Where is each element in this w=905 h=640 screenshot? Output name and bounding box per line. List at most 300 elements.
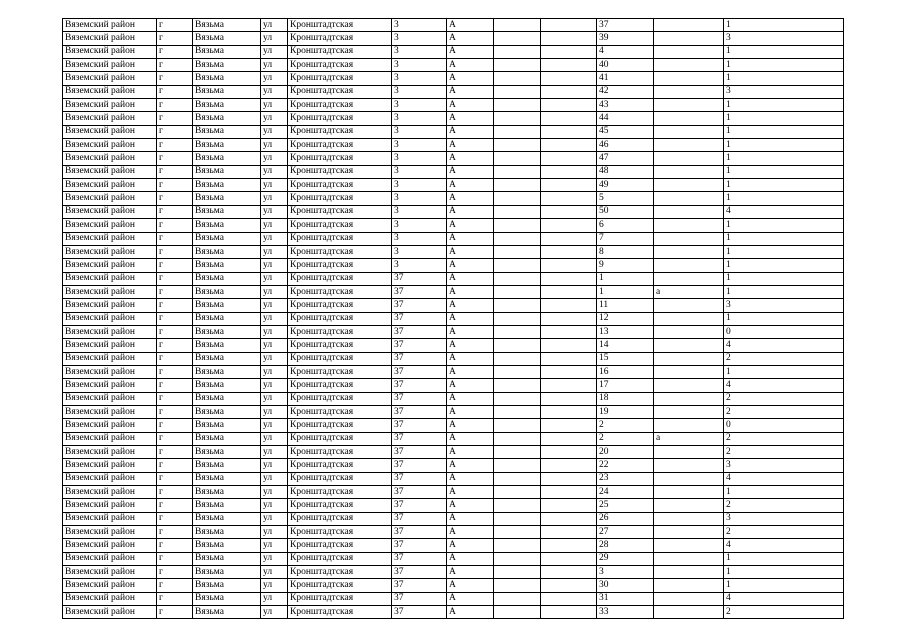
street-type-cell: ул (261, 379, 288, 392)
number-a-cell: 3 (392, 259, 447, 272)
number-a-cell: 37 (392, 472, 447, 485)
blank-cell-2 (541, 392, 597, 405)
number-a-cell: 37 (392, 592, 447, 605)
number-b-cell: 16 (597, 365, 654, 378)
letter-a-cell: А (447, 552, 494, 565)
locality-type-cell: г (157, 139, 193, 152)
letter-a-cell: А (447, 245, 494, 258)
number-b-cell: 48 (597, 165, 654, 178)
blank-cell-1 (494, 205, 541, 218)
suffix-cell (654, 125, 724, 138)
locality-cell: Вязьма (193, 165, 261, 178)
street-cell: Кронштадтская (288, 259, 392, 272)
suffix-cell (654, 592, 724, 605)
street-cell: Кронштадтская (288, 125, 392, 138)
blank-cell-1 (494, 446, 541, 459)
blank-cell-1 (494, 512, 541, 525)
suffix-cell (654, 205, 724, 218)
street-type-cell: ул (261, 99, 288, 112)
letter-a-cell: А (447, 606, 494, 619)
letter-a-cell: А (447, 125, 494, 138)
count-cell: 3 (724, 85, 844, 98)
letter-a-cell: А (447, 152, 494, 165)
blank-cell-1 (494, 139, 541, 152)
table-row (63, 472, 844, 485)
locality-cell: Вязьма (193, 205, 261, 218)
locality-cell: Вязьма (193, 259, 261, 272)
district-cell: Вяземский район (63, 392, 157, 405)
blank-cell-2 (541, 192, 597, 205)
number-b-cell: 19 (597, 405, 654, 418)
letter-a-cell: А (447, 339, 494, 352)
count-cell: 2 (724, 392, 844, 405)
number-a-cell: 3 (392, 205, 447, 218)
table-row (63, 592, 844, 605)
locality-cell: Вязьма (193, 99, 261, 112)
locality-cell: Вязьма (193, 219, 261, 232)
locality-cell: Вязьма (193, 579, 261, 592)
number-b-cell: 29 (597, 552, 654, 565)
number-a-cell: 3 (392, 85, 447, 98)
count-cell: 2 (724, 432, 844, 445)
blank-cell-1 (494, 552, 541, 565)
suffix-cell (654, 606, 724, 619)
street-type-cell: ул (261, 486, 288, 499)
street-cell: Кронштадтская (288, 192, 392, 205)
suffix-cell (654, 486, 724, 499)
locality-type-cell: г (157, 152, 193, 165)
district-cell: Вяземский район (63, 99, 157, 112)
locality-cell: Вязьма (193, 72, 261, 85)
count-cell: 1 (724, 112, 844, 125)
number-a-cell: 37 (392, 419, 447, 432)
table-row (63, 245, 844, 258)
district-cell: Вяземский район (63, 192, 157, 205)
street-type-cell: ул (261, 579, 288, 592)
district-cell: Вяземский район (63, 499, 157, 512)
letter-a-cell: А (447, 139, 494, 152)
locality-type-cell: г (157, 312, 193, 325)
count-cell: 4 (724, 379, 844, 392)
blank-cell-2 (541, 539, 597, 552)
letter-a-cell: А (447, 325, 494, 338)
table-row (63, 45, 844, 58)
blank-cell-2 (541, 19, 597, 32)
street-cell: Кронштадтская (288, 312, 392, 325)
district-cell: Вяземский район (63, 139, 157, 152)
locality-cell: Вязьма (193, 192, 261, 205)
locality-cell: Вязьма (193, 325, 261, 338)
number-b-cell: 26 (597, 512, 654, 525)
street-type-cell: ул (261, 552, 288, 565)
locality-type-cell: г (157, 365, 193, 378)
locality-type-cell: г (157, 419, 193, 432)
number-a-cell: 37 (392, 325, 447, 338)
blank-cell-2 (541, 419, 597, 432)
count-cell: 1 (724, 139, 844, 152)
number-a-cell: 37 (392, 499, 447, 512)
locality-type-cell: г (157, 259, 193, 272)
blank-cell-2 (541, 379, 597, 392)
locality-type-cell: г (157, 592, 193, 605)
blank-cell-2 (541, 72, 597, 85)
district-cell: Вяземский район (63, 312, 157, 325)
district-cell: Вяземский район (63, 486, 157, 499)
blank-cell-1 (494, 85, 541, 98)
street-type-cell: ул (261, 85, 288, 98)
suffix-cell (654, 526, 724, 539)
number-a-cell: 3 (392, 32, 447, 45)
number-b-cell: 41 (597, 72, 654, 85)
count-cell: 1 (724, 259, 844, 272)
suffix-cell: а (654, 285, 724, 298)
suffix-cell (654, 152, 724, 165)
letter-a-cell: А (447, 232, 494, 245)
number-b-cell: 47 (597, 152, 654, 165)
table-row (63, 72, 844, 85)
blank-cell-2 (541, 125, 597, 138)
street-cell: Кронштадтская (288, 152, 392, 165)
locality-cell: Вязьма (193, 566, 261, 579)
letter-a-cell: А (447, 592, 494, 605)
table-row (63, 486, 844, 499)
table-row (63, 59, 844, 72)
locality-cell: Вязьма (193, 379, 261, 392)
street-type-cell: ул (261, 606, 288, 619)
letter-a-cell: А (447, 299, 494, 312)
blank-cell-2 (541, 405, 597, 418)
street-type-cell: ул (261, 219, 288, 232)
locality-type-cell: г (157, 446, 193, 459)
table-row (63, 219, 844, 232)
number-b-cell: 49 (597, 179, 654, 192)
number-b-cell: 45 (597, 125, 654, 138)
locality-cell: Вязьма (193, 432, 261, 445)
suffix-cell (654, 579, 724, 592)
count-cell: 1 (724, 59, 844, 72)
table-row (63, 139, 844, 152)
table-row (63, 99, 844, 112)
suffix-cell (654, 259, 724, 272)
blank-cell-1 (494, 379, 541, 392)
letter-a-cell: А (447, 405, 494, 418)
street-cell: Кронштадтская (288, 139, 392, 152)
blank-cell-2 (541, 139, 597, 152)
blank-cell-2 (541, 352, 597, 365)
count-cell: 1 (724, 45, 844, 58)
blank-cell-2 (541, 259, 597, 272)
suffix-cell (654, 19, 724, 32)
blank-cell-2 (541, 232, 597, 245)
district-cell: Вяземский район (63, 512, 157, 525)
blank-cell-1 (494, 432, 541, 445)
street-type-cell: ул (261, 446, 288, 459)
count-cell: 1 (724, 125, 844, 138)
suffix-cell (654, 499, 724, 512)
count-cell: 1 (724, 245, 844, 258)
locality-cell: Вязьма (193, 365, 261, 378)
blank-cell-2 (541, 592, 597, 605)
number-a-cell: 3 (392, 99, 447, 112)
number-a-cell: 37 (392, 352, 447, 365)
district-cell: Вяземский район (63, 446, 157, 459)
count-cell: 1 (724, 179, 844, 192)
letter-a-cell: А (447, 285, 494, 298)
locality-type-cell: г (157, 219, 193, 232)
street-cell: Кронштадтская (288, 32, 392, 45)
street-type-cell: ул (261, 419, 288, 432)
locality-type-cell: г (157, 59, 193, 72)
address-table (62, 18, 844, 619)
street-type-cell: ул (261, 59, 288, 72)
blank-cell-2 (541, 272, 597, 285)
street-cell: Кронштадтская (288, 606, 392, 619)
district-cell: Вяземский район (63, 592, 157, 605)
number-a-cell: 37 (392, 379, 447, 392)
street-type-cell: ул (261, 165, 288, 178)
district-cell: Вяземский район (63, 339, 157, 352)
suffix-cell (654, 192, 724, 205)
table-row (63, 499, 844, 512)
count-cell: 4 (724, 539, 844, 552)
locality-cell: Вязьма (193, 392, 261, 405)
table-body (63, 19, 844, 619)
locality-type-cell: г (157, 526, 193, 539)
street-cell: Кронштадтская (288, 392, 392, 405)
locality-type-cell: г (157, 379, 193, 392)
street-cell: Кронштадтская (288, 219, 392, 232)
street-type-cell: ул (261, 539, 288, 552)
street-cell: Кронштадтская (288, 272, 392, 285)
locality-cell: Вязьма (193, 312, 261, 325)
table-row (63, 379, 844, 392)
locality-type-cell: г (157, 72, 193, 85)
suffix-cell (654, 379, 724, 392)
blank-cell-2 (541, 99, 597, 112)
street-cell: Кронштадтская (288, 459, 392, 472)
table-row (63, 85, 844, 98)
locality-cell: Вязьма (193, 45, 261, 58)
district-cell: Вяземский район (63, 365, 157, 378)
blank-cell-1 (494, 32, 541, 45)
blank-cell-1 (494, 245, 541, 258)
locality-cell: Вязьма (193, 152, 261, 165)
street-type-cell: ул (261, 45, 288, 58)
locality-type-cell: г (157, 392, 193, 405)
street-type-cell: ул (261, 325, 288, 338)
locality-cell: Вязьма (193, 512, 261, 525)
blank-cell-1 (494, 179, 541, 192)
suffix-cell (654, 459, 724, 472)
letter-a-cell: А (447, 32, 494, 45)
blank-cell-2 (541, 552, 597, 565)
number-b-cell: 18 (597, 392, 654, 405)
count-cell: 1 (724, 285, 844, 298)
street-cell: Кронштадтская (288, 526, 392, 539)
blank-cell-2 (541, 499, 597, 512)
table-row (63, 19, 844, 32)
street-cell: Кронштадтская (288, 112, 392, 125)
suffix-cell (654, 339, 724, 352)
number-a-cell: 3 (392, 232, 447, 245)
number-a-cell: 3 (392, 125, 447, 138)
blank-cell-1 (494, 219, 541, 232)
district-cell: Вяземский район (63, 285, 157, 298)
street-type-cell: ул (261, 232, 288, 245)
number-a-cell: 37 (392, 312, 447, 325)
suffix-cell (654, 325, 724, 338)
street-type-cell: ул (261, 192, 288, 205)
locality-type-cell: г (157, 125, 193, 138)
locality-type-cell: г (157, 165, 193, 178)
letter-a-cell: А (447, 486, 494, 499)
locality-cell: Вязьма (193, 139, 261, 152)
blank-cell-2 (541, 152, 597, 165)
street-cell: Кронштадтская (288, 446, 392, 459)
number-b-cell: 9 (597, 259, 654, 272)
table-row (63, 539, 844, 552)
count-cell: 1 (724, 219, 844, 232)
number-b-cell: 4 (597, 45, 654, 58)
street-type-cell: ул (261, 526, 288, 539)
street-cell: Кронштадтская (288, 552, 392, 565)
count-cell: 1 (724, 165, 844, 178)
locality-cell: Вязьма (193, 606, 261, 619)
letter-a-cell: А (447, 205, 494, 218)
suffix-cell (654, 245, 724, 258)
suffix-cell (654, 32, 724, 45)
street-type-cell: ул (261, 499, 288, 512)
letter-a-cell: А (447, 259, 494, 272)
district-cell: Вяземский район (63, 419, 157, 432)
street-type-cell: ул (261, 259, 288, 272)
number-a-cell: 37 (392, 392, 447, 405)
count-cell: 1 (724, 579, 844, 592)
suffix-cell (654, 365, 724, 378)
number-a-cell: 3 (392, 59, 447, 72)
locality-type-cell: г (157, 552, 193, 565)
locality-type-cell: г (157, 499, 193, 512)
table-row (63, 179, 844, 192)
suffix-cell (654, 446, 724, 459)
count-cell: 3 (724, 32, 844, 45)
blank-cell-1 (494, 19, 541, 32)
number-a-cell: 3 (392, 139, 447, 152)
blank-cell-2 (541, 285, 597, 298)
table-row (63, 419, 844, 432)
count-cell: 1 (724, 192, 844, 205)
blank-cell-1 (494, 419, 541, 432)
locality-cell: Вязьма (193, 499, 261, 512)
street-type-cell: ул (261, 72, 288, 85)
table-row (63, 299, 844, 312)
letter-a-cell: А (447, 99, 494, 112)
letter-a-cell: А (447, 45, 494, 58)
district-cell: Вяземский район (63, 32, 157, 45)
number-a-cell: 3 (392, 152, 447, 165)
count-cell: 1 (724, 72, 844, 85)
blank-cell-2 (541, 446, 597, 459)
number-a-cell: 37 (392, 459, 447, 472)
street-type-cell: ул (261, 566, 288, 579)
street-cell: Кронштадтская (288, 19, 392, 32)
street-type-cell: ул (261, 285, 288, 298)
street-type-cell: ул (261, 272, 288, 285)
number-a-cell: 37 (392, 272, 447, 285)
letter-a-cell: А (447, 365, 494, 378)
letter-a-cell: А (447, 112, 494, 125)
number-b-cell: 46 (597, 139, 654, 152)
number-a-cell: 3 (392, 45, 447, 58)
street-cell: Кронштадтская (288, 99, 392, 112)
locality-cell: Вязьма (193, 459, 261, 472)
letter-a-cell: А (447, 539, 494, 552)
letter-a-cell: А (447, 392, 494, 405)
count-cell: 1 (724, 365, 844, 378)
number-a-cell: 37 (392, 446, 447, 459)
locality-type-cell: г (157, 45, 193, 58)
letter-a-cell: А (447, 459, 494, 472)
district-cell: Вяземский район (63, 112, 157, 125)
suffix-cell (654, 405, 724, 418)
number-b-cell: 1 (597, 285, 654, 298)
number-b-cell: 8 (597, 245, 654, 258)
blank-cell-2 (541, 566, 597, 579)
blank-cell-1 (494, 365, 541, 378)
number-a-cell: 3 (392, 112, 447, 125)
suffix-cell (654, 165, 724, 178)
letter-a-cell: А (447, 566, 494, 579)
number-a-cell: 37 (392, 339, 447, 352)
blank-cell-1 (494, 592, 541, 605)
locality-cell: Вязьма (193, 32, 261, 45)
street-type-cell: ул (261, 459, 288, 472)
locality-cell: Вязьма (193, 472, 261, 485)
locality-type-cell: г (157, 232, 193, 245)
count-cell: 0 (724, 325, 844, 338)
number-b-cell: 30 (597, 579, 654, 592)
blank-cell-2 (541, 205, 597, 218)
district-cell: Вяземский район (63, 165, 157, 178)
count-cell: 1 (724, 552, 844, 565)
street-type-cell: ул (261, 299, 288, 312)
number-a-cell: 3 (392, 245, 447, 258)
blank-cell-2 (541, 299, 597, 312)
street-cell: Кронштадтская (288, 512, 392, 525)
street-cell: Кронштадтская (288, 325, 392, 338)
locality-cell: Вязьма (193, 245, 261, 258)
locality-type-cell: г (157, 245, 193, 258)
letter-a-cell: А (447, 352, 494, 365)
number-b-cell: 39 (597, 32, 654, 45)
blank-cell-1 (494, 152, 541, 165)
district-cell: Вяземский район (63, 299, 157, 312)
street-cell: Кронштадтская (288, 72, 392, 85)
blank-cell-1 (494, 459, 541, 472)
number-b-cell: 20 (597, 446, 654, 459)
locality-cell: Вязьма (193, 339, 261, 352)
blank-cell-2 (541, 512, 597, 525)
street-type-cell: ул (261, 245, 288, 258)
district-cell: Вяземский район (63, 259, 157, 272)
count-cell: 4 (724, 205, 844, 218)
street-cell: Кронштадтская (288, 432, 392, 445)
number-b-cell: 25 (597, 499, 654, 512)
district-cell: Вяземский район (63, 232, 157, 245)
locality-cell: Вязьма (193, 419, 261, 432)
number-b-cell: 15 (597, 352, 654, 365)
number-b-cell: 11 (597, 299, 654, 312)
